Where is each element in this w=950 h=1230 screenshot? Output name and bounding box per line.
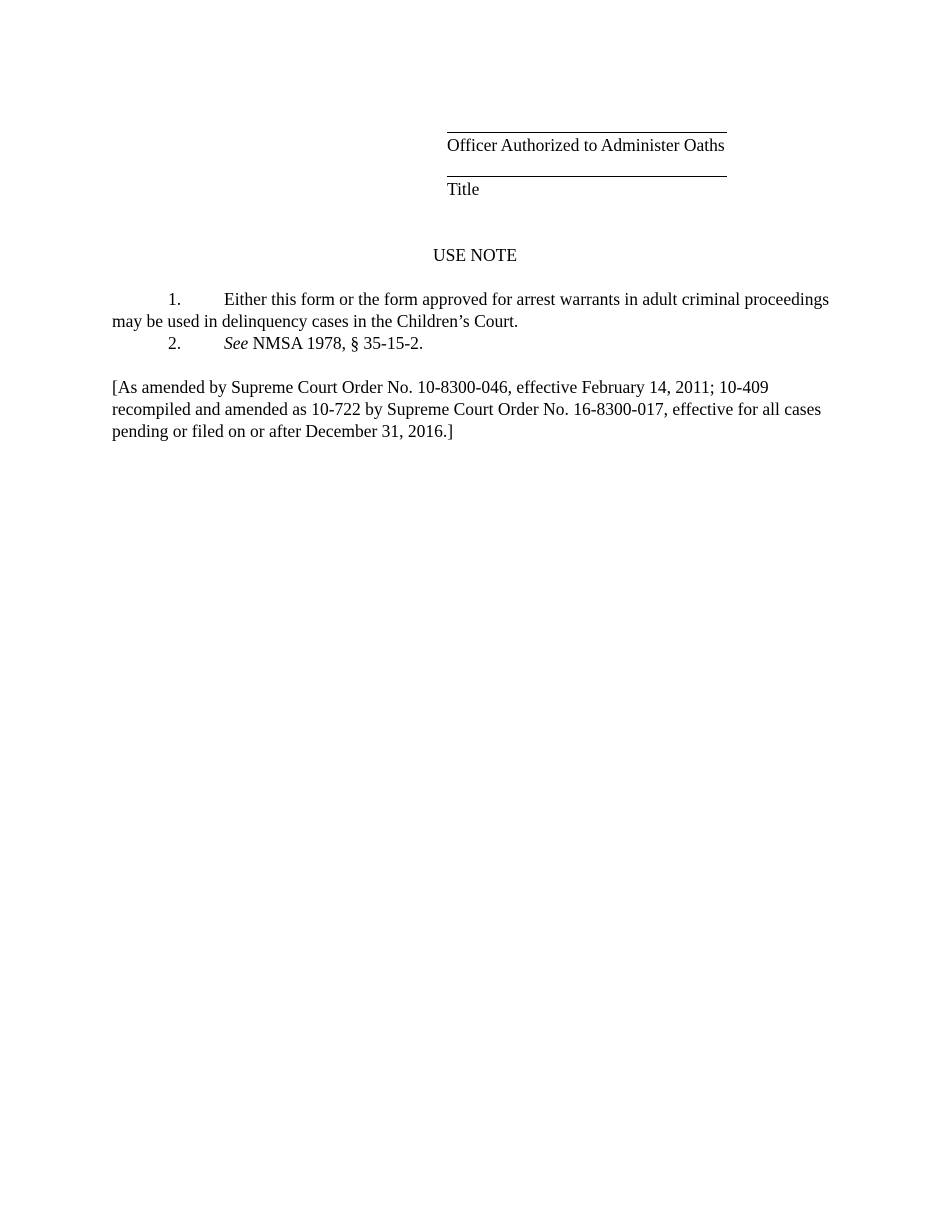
use-note-item-1 — [112, 288, 832, 332]
use-note-item-2 — [112, 332, 832, 354]
officer-label: Officer Authorized to Administer Oaths — [447, 135, 725, 155]
use-note-item-number: 2. — [168, 333, 182, 353]
title-label: Title — [447, 179, 480, 199]
title-signature-block — [447, 162, 747, 200]
officer-signature-block — [447, 118, 747, 156]
use-note-item-italic-prefix: See — [224, 333, 249, 353]
officer-signature-line — [447, 132, 727, 133]
title-signature-line — [447, 176, 727, 177]
use-note-item-number: 1. — [168, 289, 182, 309]
amendment-history: [As amended by Supreme Court Order No. 10-8300-046, effective February 14, 2011; 10-409 recompiled and amended as 10-722 by Supreme Court Order No. 16-8300-017, effective for all cases pending or filed on or after December 31, 2016.] — [112, 377, 822, 441]
use-note-item-text: NMSA 1978, § 35-15-2. — [248, 333, 424, 353]
use-note-item-text: Either this form or the form approved for arrest warrants in adult criminal proceedings may be used in delinquency cases in the Children’s Court. — [112, 289, 830, 331]
use-note-list — [112, 288, 832, 354]
use-note-heading: USE NOTE — [432, 245, 518, 265]
